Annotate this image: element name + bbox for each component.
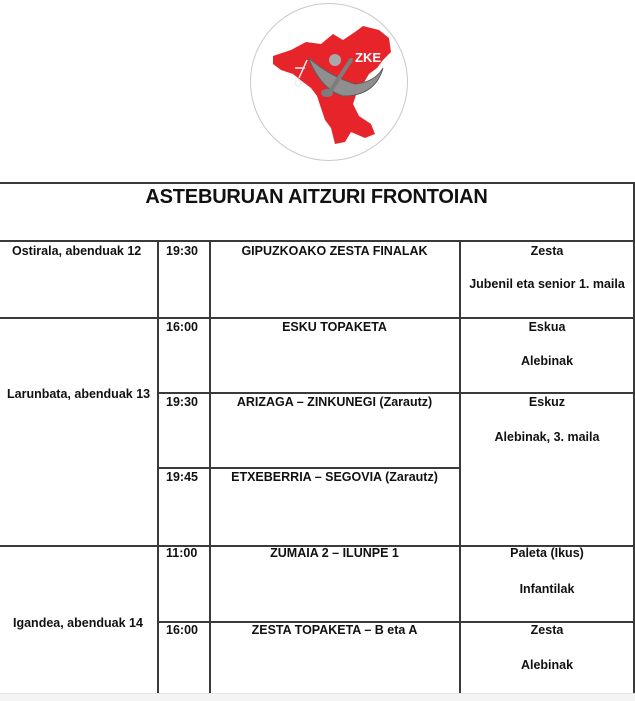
event-name: ESKU TOPAKETA <box>282 320 387 334</box>
event-name: ETXEBERRIA – SEGOVIA (Zarautz) <box>231 470 438 484</box>
event-category: Jubenil eta senior 1. maila <box>469 277 625 291</box>
event-category: Alebinak <box>520 354 574 368</box>
event-modality: Zesta <box>530 623 564 637</box>
schedule-table <box>0 182 635 694</box>
event-name: ZUMAIA 2 – ILUNPE 1 <box>270 546 399 560</box>
event-modality: Eskua <box>528 320 566 334</box>
event-name: ARIZAGA – ZINKUNEGI (Zarautz) <box>236 395 433 409</box>
event-name: ZESTA TOPAKETA – B eta A <box>251 623 418 637</box>
event-time: 16:00 <box>166 320 198 334</box>
schedule-title: ASTEBURUAN AITZURI FRONTOIAN <box>145 186 488 208</box>
modality-divider-1 <box>459 392 634 394</box>
table-top-border <box>0 182 634 184</box>
day-label: Igandea, abenduak 14 <box>13 616 143 630</box>
event-modality: Eskuz <box>528 395 566 409</box>
event-modality: Zesta <box>530 244 564 258</box>
event-divider-2 <box>157 467 459 469</box>
event-category: Alebinak <box>520 658 574 672</box>
logo-text: ZKE <box>355 50 381 65</box>
event-time: 19:30 <box>166 244 198 258</box>
day-label: Larunbata, abenduak 13 <box>7 387 151 401</box>
day-label: Ostirala, abenduak 12 <box>12 244 142 258</box>
event-name: GIPUZKOAKO ZESTA FINALAK <box>241 244 428 258</box>
event-category: Alebinak, 3. maila <box>494 430 600 444</box>
event-time: 16:00 <box>166 623 198 637</box>
event-time: 19:45 <box>166 470 198 484</box>
title-row-border <box>0 240 634 242</box>
zke-logo <box>250 3 408 161</box>
event-time: 11:00 <box>166 546 198 560</box>
column-divider-time <box>157 240 159 694</box>
basque-map-icon <box>251 4 408 161</box>
event-time: 19:30 <box>166 395 198 409</box>
event-category: Infantilak <box>519 582 575 596</box>
event-modality: Paleta (Ikus) <box>510 546 584 560</box>
day-divider-1 <box>0 317 634 319</box>
event-divider-1 <box>157 392 459 394</box>
